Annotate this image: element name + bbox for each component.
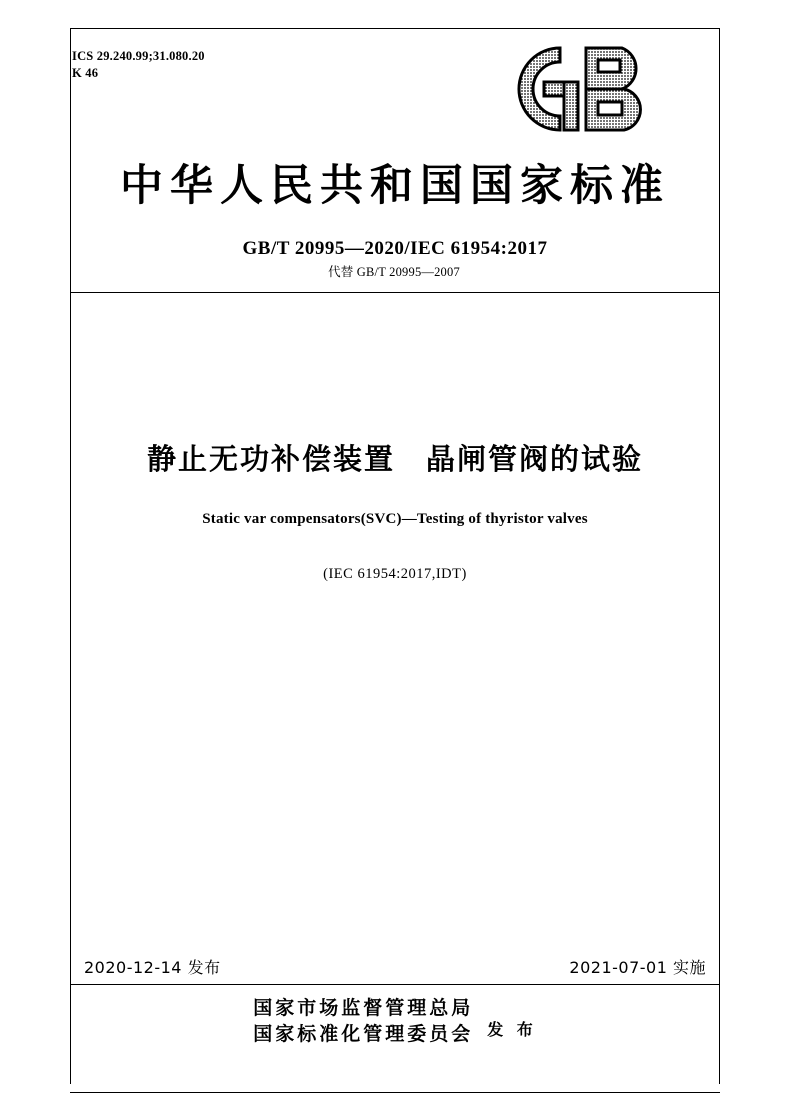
ccs-code: K 46 bbox=[72, 65, 99, 80]
footer-divider bbox=[70, 1092, 720, 1093]
subject-title-cn: 静止无功补偿装置 晶闸管阀的试验 bbox=[146, 442, 643, 476]
top-divider bbox=[70, 28, 720, 29]
page-title: 中华人民共和国国家标准 bbox=[120, 161, 670, 211]
bottom-divider bbox=[70, 984, 720, 985]
subject-title-en: Static var compensators(SVC)—Testing of thyristor valves bbox=[202, 511, 588, 527]
standard-number: GB/T 20995—2020/IEC 61954:2017 bbox=[242, 238, 548, 259]
gb-emblem-icon bbox=[500, 42, 670, 137]
issue-date: 2020-12-14 发布 bbox=[84, 958, 221, 977]
issuer-names bbox=[253, 996, 473, 1047]
subject-idt-note: (IEC 61954:2017,IDT) bbox=[323, 566, 467, 582]
issuer-line-1: 国家市场监督管理总局 bbox=[253, 997, 474, 1019]
issuer-line-2: 国家标准化管理委员会 bbox=[253, 1022, 474, 1045]
ics-classification bbox=[72, 48, 205, 82]
issuer-block bbox=[0, 996, 790, 1047]
middle-divider bbox=[70, 292, 720, 293]
implementation-date: 2021-07-01 实施 bbox=[569, 958, 706, 977]
ics-code: ICS 29.240.99;31.080.20 bbox=[72, 49, 205, 63]
standard-replaces: 代替 GB/T 20995—2007 bbox=[328, 265, 460, 279]
issuer-publish-label: 发 布 bbox=[487, 1020, 537, 1040]
